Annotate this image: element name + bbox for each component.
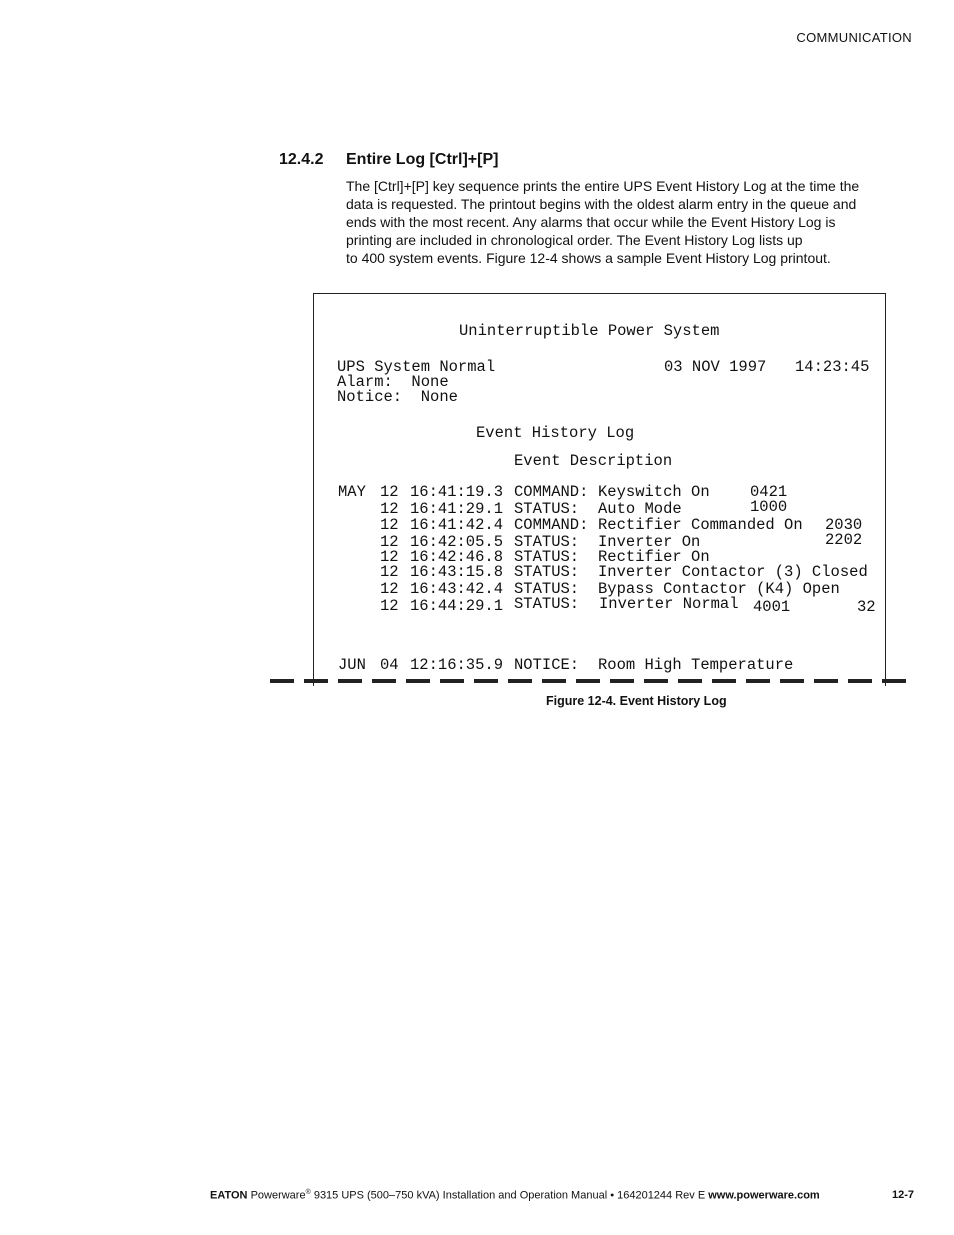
event-time: 16:41:29.1	[410, 500, 504, 518]
event-type: COMMAND:	[514, 483, 589, 501]
event-description: Bypass Contactor (K4) Open	[598, 580, 840, 598]
event-month: JUN	[338, 656, 366, 674]
event-description: Room High Temperature	[598, 656, 794, 674]
log-notice: Notice: None	[337, 388, 458, 406]
event-description: Rectifier Commanded On	[598, 516, 803, 534]
footer-brand: EATON	[210, 1189, 248, 1202]
log-system-title: Uninterruptible Power System	[459, 322, 720, 340]
event-day: 04	[380, 656, 399, 674]
page-number: 12-7	[891, 1189, 914, 1201]
event-log-printout	[313, 293, 886, 686]
event-day: 12	[380, 597, 399, 615]
log-time: 14:23:45	[795, 358, 870, 376]
paragraph-line: The [Ctrl]+[P] key sequence prints the entire UPS Event History Log at the time the	[346, 178, 860, 194]
log-alarm: Alarm: None	[337, 373, 449, 391]
event-type: STATUS:	[514, 580, 580, 598]
event-code: 4001	[753, 598, 791, 616]
section-number: 12.4.2	[279, 151, 324, 168]
event-day: 12	[380, 563, 399, 581]
event-day: 12	[380, 580, 399, 598]
log-title: Event History Log	[476, 424, 635, 442]
event-description: Inverter Contactor (3) Closed	[598, 563, 868, 581]
paragraph-line: printing are included in chronological order. The Event History Log lists up	[346, 232, 803, 248]
footer-product: Powerware	[250, 1189, 306, 1202]
event-description: Rectifier On	[598, 548, 710, 566]
event-time: 16:43:15.8	[410, 563, 504, 581]
paragraph-line: data is requested. The printout begins with the oldest alarm entry in the queue and	[346, 196, 857, 212]
event-time: 16:44:29.1	[410, 597, 504, 615]
log-column-header: Event Description	[514, 452, 673, 470]
header-section-label: COMMUNICATION	[796, 30, 912, 45]
event-time: 16:41:19.3	[410, 483, 504, 501]
paragraph-line: to 400 system events. Figure 12-4 shows a sample Event History Log printout.	[346, 250, 831, 266]
event-type: COMMAND:	[514, 516, 589, 534]
footer-manual-title: 9315 UPS (500–750 kVA) Installation and Operation Manual • 164201244 Rev E	[310, 1189, 709, 1202]
event-month: MAY	[338, 483, 366, 501]
paragraph-line: ends with the most recent. Any alarms that occur while the Event History Log is	[346, 214, 836, 230]
event-code: 0421	[750, 483, 788, 501]
event-day: 12	[380, 483, 399, 501]
section-paragraph	[346, 177, 906, 267]
event-code: 2202	[825, 531, 863, 549]
figure-caption: Figure 12-4. Event History Log	[546, 694, 727, 708]
event-type: STATUS:	[514, 548, 580, 566]
event-type: STATUS:	[514, 500, 580, 518]
event-description: Inverter Normal	[599, 595, 739, 613]
event-code: 32	[857, 598, 876, 616]
event-type: STATUS:	[514, 533, 580, 551]
event-code: 1000	[750, 498, 788, 516]
event-description: Keyswitch On	[598, 483, 710, 501]
section-title: Entire Log [Ctrl]+[P]	[346, 151, 499, 168]
event-time: 16:41:42.4	[410, 516, 504, 534]
event-day: 12	[380, 500, 399, 518]
event-type: STATUS:	[514, 563, 580, 581]
event-time: 16:42:46.8	[410, 548, 504, 566]
event-description: Auto Mode	[598, 500, 682, 518]
log-status: UPS System Normal	[337, 358, 496, 376]
event-code: 2030	[825, 516, 863, 534]
tear-off-dashed-line	[270, 679, 912, 683]
event-type: NOTICE:	[514, 656, 580, 674]
event-day: 12	[380, 533, 399, 551]
event-type: STATUS:	[514, 595, 580, 613]
event-day: 12	[380, 548, 399, 566]
event-time: 16:43:42.4	[410, 580, 504, 598]
footer-url: www.powerware.com	[708, 1189, 820, 1202]
event-day: 12	[380, 516, 399, 534]
event-time: 16:42:05.5	[410, 533, 504, 551]
event-description: Inverter On	[598, 533, 701, 551]
event-time: 12:16:35.9	[410, 656, 504, 674]
footer-registered-mark: ®	[305, 1189, 311, 1196]
footer-text	[210, 1189, 820, 1202]
log-date: 03 NOV 1997	[664, 358, 767, 376]
